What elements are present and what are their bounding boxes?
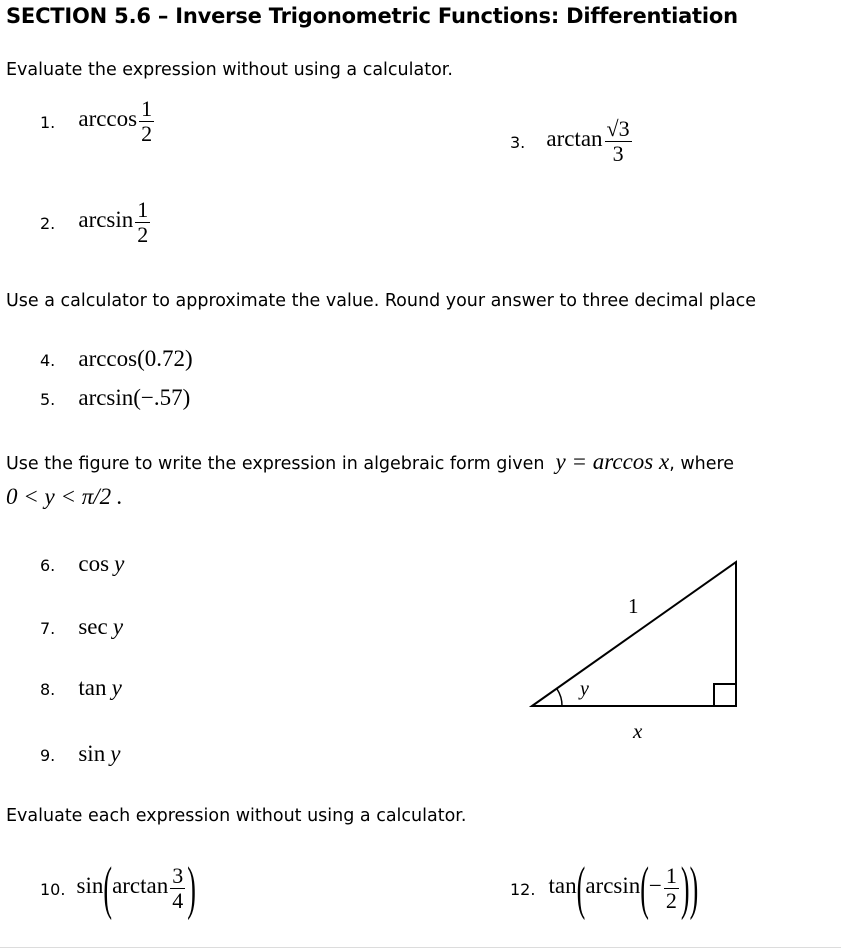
left-paren: ( <box>576 854 586 921</box>
angle-label: y <box>580 678 589 700</box>
fraction <box>139 98 154 145</box>
problem-number: 10. <box>40 880 66 899</box>
problem-10 <box>40 854 196 921</box>
problem-6 <box>40 551 124 577</box>
left-paren-inner: ( <box>640 854 649 921</box>
denominator: 3 <box>612 141 624 166</box>
numerator: 1 <box>141 96 153 121</box>
inner-function: arcsin <box>585 873 641 898</box>
outer-function: sin <box>76 873 104 898</box>
problem-8 <box>40 675 122 701</box>
right-angle-marker <box>714 684 736 706</box>
problem-12 <box>510 854 699 921</box>
given-equation: y = arccos x <box>555 449 670 474</box>
problem-4 <box>40 346 193 372</box>
numerator: √3 <box>606 116 630 141</box>
problem-3 <box>510 118 634 165</box>
problem-number: 8. <box>40 680 56 699</box>
problem-number: 5. <box>40 390 56 409</box>
denominator: 2 <box>665 888 677 913</box>
right-paren-inner: ) <box>680 854 690 921</box>
instruction-part2: Use a calculator to approximate the value. Round your answer to three decimal place <box>6 291 757 311</box>
instruction-part4: Evaluate each expression without using a calculator. <box>6 806 467 826</box>
problem-number: 4. <box>40 351 56 370</box>
function-name: cos <box>78 551 110 576</box>
expression: arcsin(−.57) <box>78 385 191 410</box>
base-label: x <box>633 719 643 743</box>
numerator: 3 <box>172 863 184 888</box>
instruction-part3-line <box>6 449 734 475</box>
problem-number: 12. <box>510 880 536 899</box>
minus-sign: − <box>648 873 662 898</box>
problem-number: 1. <box>40 113 56 132</box>
problem-1 <box>40 98 156 145</box>
expression: arccos(0.72) <box>78 346 193 371</box>
page-divider <box>0 947 841 948</box>
numerator: 1 <box>665 863 677 888</box>
angle-arc <box>557 689 562 706</box>
denominator: 2 <box>141 121 153 146</box>
problem-number: 6. <box>40 556 56 575</box>
function-name: sec <box>78 614 108 639</box>
problem-number: 7. <box>40 619 56 638</box>
problem-9 <box>40 741 121 767</box>
fraction <box>605 118 632 165</box>
fraction <box>170 865 185 912</box>
hypotenuse-label: 1 <box>628 594 639 618</box>
denominator: 4 <box>172 888 184 913</box>
function-name: sin <box>78 741 106 766</box>
outer-function: tan <box>548 873 577 898</box>
left-paren: ( <box>103 854 113 921</box>
right-paren: ) <box>187 854 196 921</box>
variable: y <box>114 551 125 576</box>
problem-number: 3. <box>510 133 526 152</box>
variable: y <box>111 675 122 700</box>
denominator: 2 <box>137 222 149 247</box>
numerator: 1 <box>137 197 149 222</box>
page-title: SECTION 5.6 – Inverse Trigonometric Functions: Differentiation <box>6 4 738 28</box>
variable: y <box>110 741 121 766</box>
fraction <box>135 199 150 246</box>
fraction <box>664 865 679 912</box>
instruction-part3: Use the figure to write the expression in algebraic form given <box>6 454 545 474</box>
problem-number: 2. <box>40 214 56 233</box>
problem-number: 9. <box>40 746 56 765</box>
right-triangle-figure <box>520 550 760 750</box>
instruction-part1: Evaluate the expression without using a calculator. <box>6 60 453 80</box>
where-text: , where <box>669 454 735 474</box>
inner-function: arctan <box>112 873 169 898</box>
function-name: arctan <box>546 126 603 151</box>
variable: y <box>112 614 124 639</box>
condition: 0 < y < π/2 . <box>6 484 123 509</box>
function-name: arccos <box>78 106 138 131</box>
function-name: arcsin <box>78 207 134 232</box>
problem-7 <box>40 614 123 640</box>
triangle-outline <box>532 562 736 706</box>
problem-5 <box>40 385 190 411</box>
problem-2 <box>40 199 152 246</box>
right-paren: ) <box>689 854 699 921</box>
function-name: tan <box>78 675 107 700</box>
